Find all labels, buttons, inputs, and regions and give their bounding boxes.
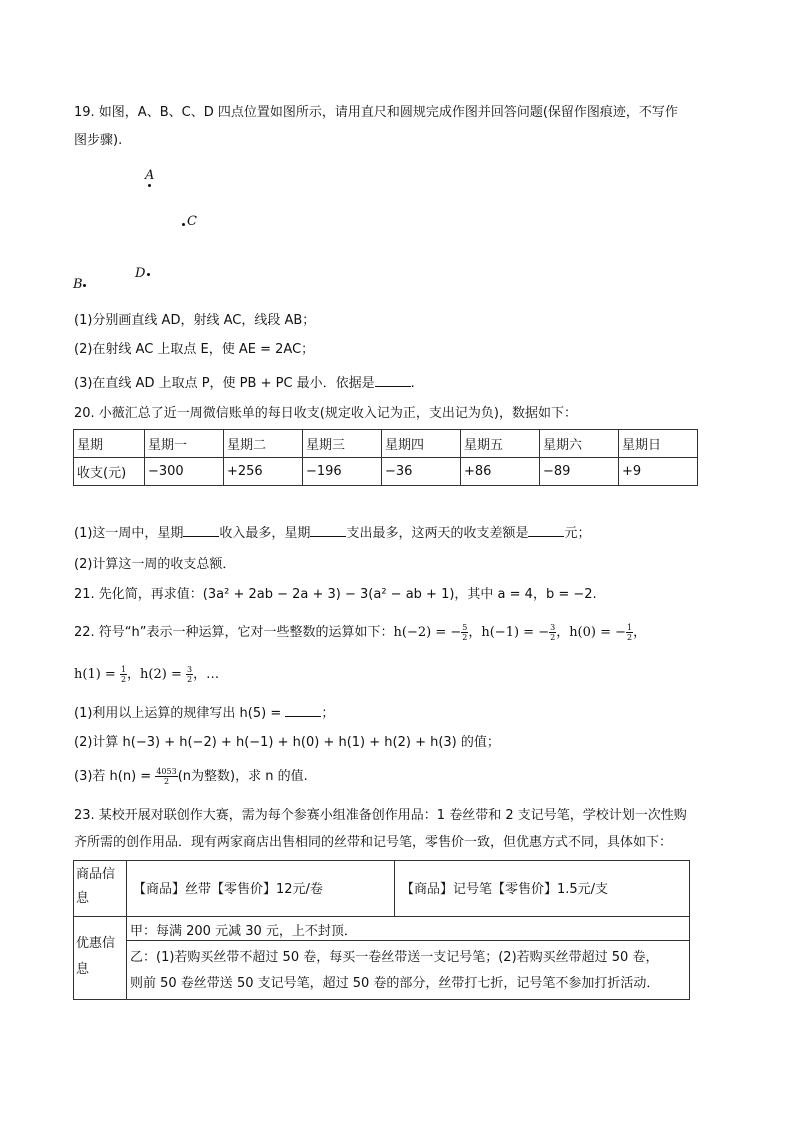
q22-part1-text: (1)利用以上运算的规律写出 h(5) = xyxy=(74,706,286,721)
denominator: 2 xyxy=(462,633,468,642)
answer-blank[interactable] xyxy=(183,523,219,537)
denominator: 2 xyxy=(187,675,193,684)
table-header-cell: 星期二 xyxy=(224,430,303,458)
q21-text: 21. 先化简，再求值：(3a² + 2ab − 2a + 3) − 3(a² − ab + 1)，其中 a = 4，b = −2. xyxy=(74,587,597,602)
point-a-label: A xyxy=(145,168,155,183)
q20-intro: 20. 小薇汇总了近一周微信账单的每日收支(规定收入记为正，支出记为负)，数据如下： xyxy=(74,406,577,421)
denominator: 2 xyxy=(120,675,127,684)
q19-part2: (2)在射线 AC 上取点 E，使 AE = 2AC； xyxy=(74,342,315,357)
table-cell xyxy=(127,941,689,999)
table-cell: −36 xyxy=(382,458,461,486)
table-label: 息 xyxy=(76,891,90,906)
point-b-dot xyxy=(83,284,86,287)
fraction xyxy=(120,665,127,684)
q19-line2: 图步骤). xyxy=(74,133,123,148)
q20-part1-text: (1)这一周中，星期 xyxy=(74,526,184,541)
table-cell: −196 xyxy=(303,458,382,486)
point-c-dot xyxy=(182,223,185,226)
offer-b-line: 乙：(1)若购买丝带不超过 50 卷，每买一卷丝带送一支记号笔；(2)若购买丝带超过 50 卷， xyxy=(130,950,659,965)
q19-part3 xyxy=(74,373,415,394)
fraction xyxy=(155,767,177,786)
q23-line2: 齐所需的创作用品．现有两家商店出售相同的丝带和记号笔，零售价一致，但优惠方式不同，具体如下： xyxy=(74,835,673,850)
table-row xyxy=(74,430,698,458)
table-label: 商品信 xyxy=(76,867,116,882)
q19-part3-text: (3)在直线 AD 上取点 P，使 PB + PC 最小．依据是 xyxy=(74,376,375,391)
q22-expr: ， xyxy=(633,625,647,640)
q22-part1-end: ； xyxy=(321,706,335,721)
numerator: 4053 xyxy=(156,767,177,776)
denominator: 2 xyxy=(627,633,633,642)
table-cell: −89 xyxy=(540,458,619,486)
numerator: 1 xyxy=(627,623,633,632)
q19-part3-end: . xyxy=(410,376,415,391)
table-cell: 【商品】记号笔【零售价】1.5元/支 xyxy=(395,861,689,917)
answer-blank[interactable] xyxy=(310,523,346,537)
q20-part1-text: 元； xyxy=(564,526,591,541)
q22-intro: 22. 符号“h”表示一种运算，它对一些整数的运算如下： xyxy=(74,625,394,640)
table-header-cell: 星期日 xyxy=(619,430,698,458)
point-d-dot xyxy=(147,273,150,276)
table-cell: 甲：每满 200 元减 30 元，上不封顶． xyxy=(127,917,689,941)
q22-expr: h(−2) = − xyxy=(393,625,462,640)
table-header-cell: 星期 xyxy=(74,430,145,458)
table-header-cell: 星期三 xyxy=(303,430,382,458)
answer-blank[interactable] xyxy=(375,373,411,387)
q22-part3-text: (n为整数)，求 n 的值. xyxy=(177,769,308,784)
q22-expr: ，h(−1) = − xyxy=(468,625,550,640)
table-cell: −300 xyxy=(145,458,224,486)
q20-part1-text: 收入最多，星期 xyxy=(219,526,311,541)
table-label: 优惠信 xyxy=(76,936,116,951)
q22-expr: ，h(0) = − xyxy=(556,625,627,640)
q22-part1 xyxy=(74,703,334,724)
table-header-cell: 星期一 xyxy=(145,430,224,458)
table-cell: 收支(元) xyxy=(74,458,145,486)
denominator: 2 xyxy=(550,633,556,642)
q22-expr: ，… xyxy=(193,667,220,682)
q22-part3 xyxy=(74,767,308,787)
point-c-label: C xyxy=(187,214,197,229)
q20-part1-text: 支出最多，这两天的收支差额是 xyxy=(346,526,529,541)
point-d-label: D xyxy=(135,266,146,281)
q20-table xyxy=(73,429,698,486)
table-cell: +256 xyxy=(224,458,303,486)
q22-line2 xyxy=(74,665,219,685)
q23-line1: 23. 某校开展对联创作大赛，需为每个参赛小组准备创作用品：1 卷丝带和 2 支记号笔，学校计划一次性购 xyxy=(74,808,687,823)
q22-part2: (2)计算 h(−3) + h(−2) + h(−1) + h(0) + h(1) + h(2) + h(3) 的值； xyxy=(74,735,500,750)
table-header-cell: 星期六 xyxy=(540,430,619,458)
table-cell: +9 xyxy=(619,458,698,486)
table-label: 息 xyxy=(76,962,90,977)
q22-expr: h(1) = xyxy=(74,667,120,682)
q20-part1 xyxy=(74,523,590,544)
table-label-cell xyxy=(74,861,127,917)
numerator: 3 xyxy=(550,623,556,632)
point-b-label: B xyxy=(73,277,83,292)
offer-b-line: 则前 50 卷丝带送 50 支记号笔，超过 50 卷的部分，丝带打七折，记号笔不参加打折活动． xyxy=(130,976,660,991)
denominator: 2 xyxy=(163,777,170,786)
numerator: 1 xyxy=(120,665,127,674)
q22-line1 xyxy=(74,623,646,643)
table-row xyxy=(74,458,698,486)
q20-part2: (2)计算这一周的收支总额． xyxy=(74,557,236,572)
numerator: 3 xyxy=(187,665,193,674)
point-a-dot xyxy=(148,184,151,187)
q19-part1: (1)分别画直线 AD，射线 AC，线段 AB； xyxy=(74,313,316,328)
table-header-cell: 星期五 xyxy=(461,430,540,458)
answer-blank[interactable] xyxy=(285,703,321,717)
table-cell: 【商品】丝带【零售价】12元/卷 xyxy=(127,861,395,917)
q19-line1: 19. 如图，A、B、C、D 四点位置如图所示，请用直尺和圆规完成作图并回答问题(保留作图痕迹，不写作 xyxy=(74,105,678,120)
table-cell: +86 xyxy=(461,458,540,486)
table-header-cell: 星期四 xyxy=(382,430,461,458)
q23-table xyxy=(73,860,690,1000)
q22-part3-text: (3)若 h(n) = xyxy=(74,769,156,784)
q22-expr: ，h(2) = xyxy=(127,667,186,682)
answer-blank[interactable] xyxy=(528,523,564,537)
numerator: 5 xyxy=(462,623,468,632)
table-label-cell xyxy=(74,917,127,999)
